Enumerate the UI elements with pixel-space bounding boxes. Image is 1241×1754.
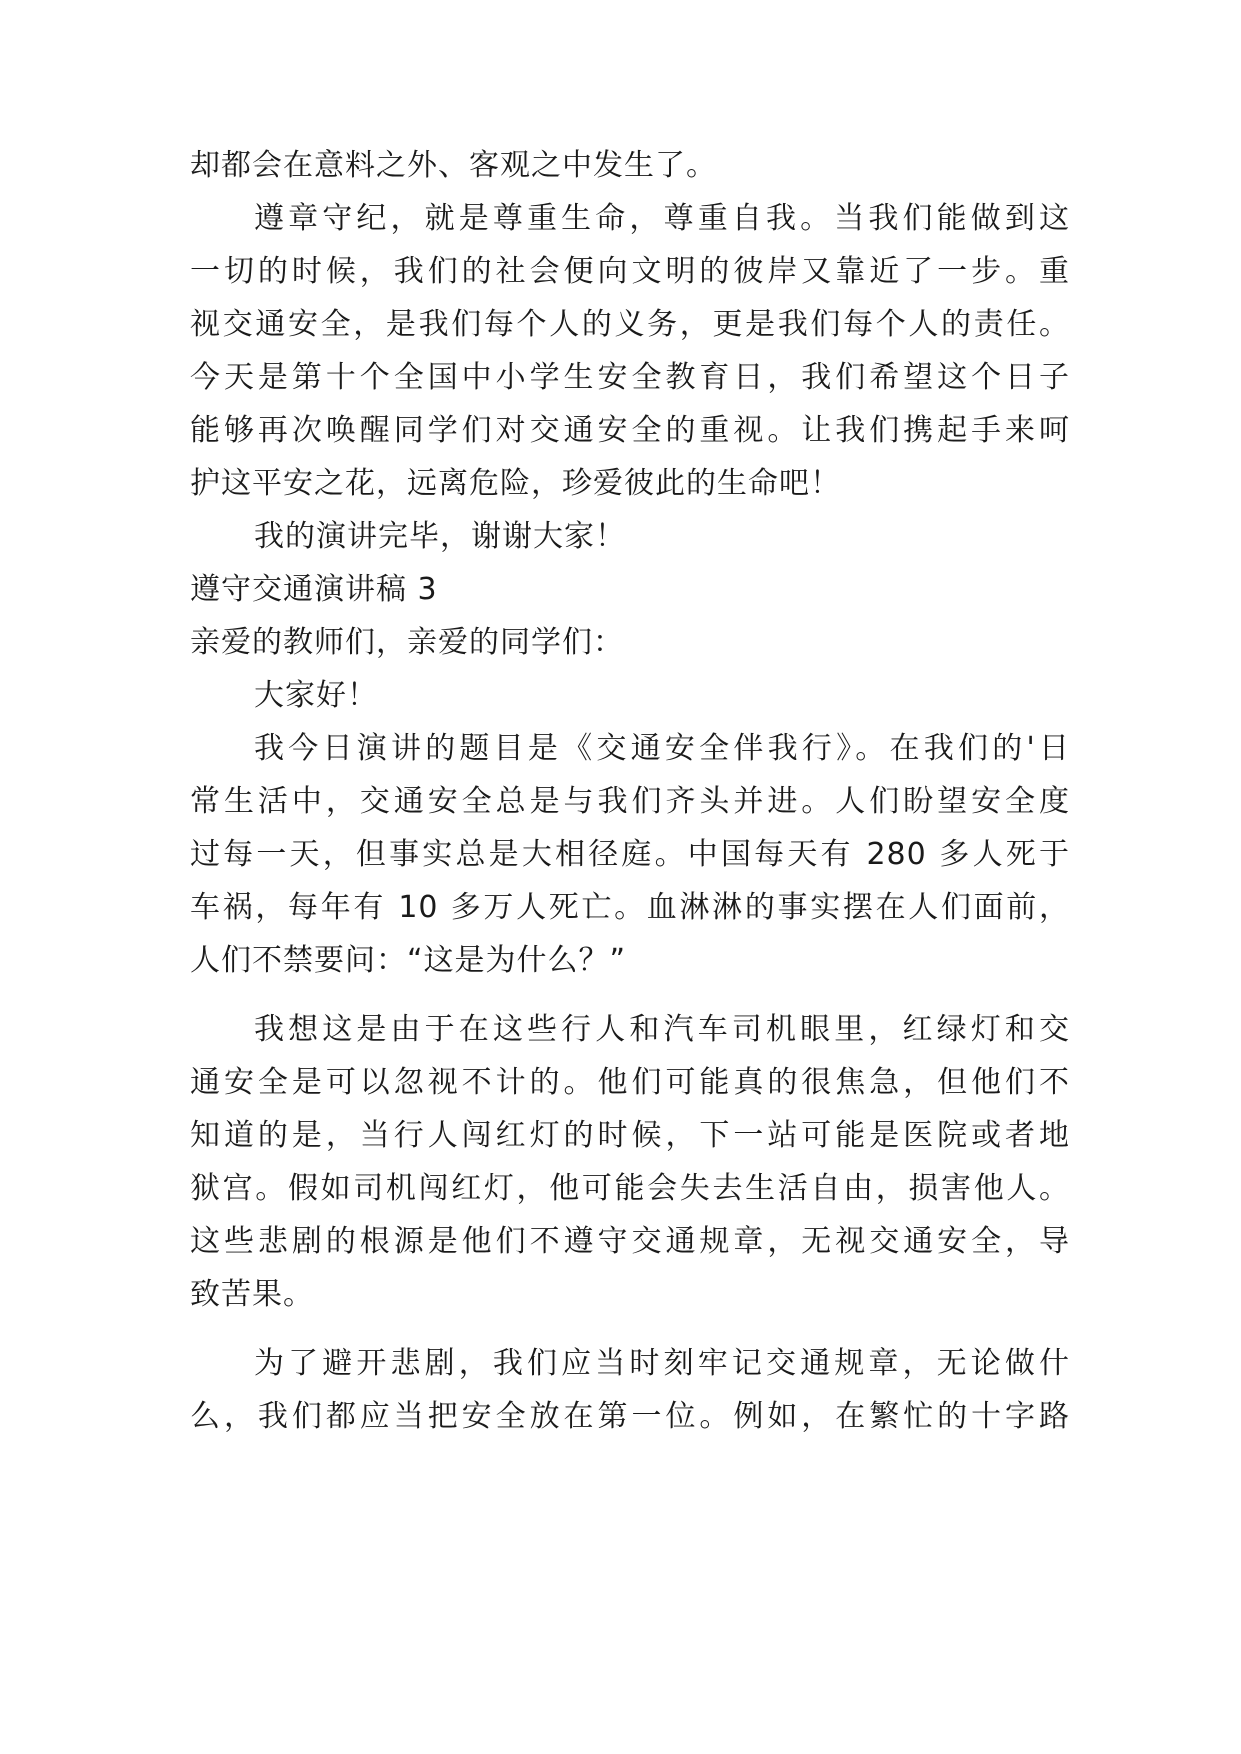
text-line: 我想这是由于在这些行人和汽车司机眼里，红绿灯和交 — [254, 1012, 1070, 1047]
text-line: 能够再次唤醒同学们对交通安全的重视。让我们携起手来呵 — [190, 413, 1070, 448]
text-line: 我今日演讲的题目是《交通安全伴我行》。在我们的'日 — [254, 731, 1070, 766]
salutation: 亲爱的教师们，亲爱的同学们： — [190, 625, 624, 660]
text-line: 过每一天，但事实总是大相径庭。中国每天有 280 多人死于 — [190, 837, 1070, 872]
text-line: 致苦果。 — [190, 1277, 314, 1312]
greeting: 大家好！ — [254, 678, 378, 713]
text-line: 今天是第十个全国中小学生安全教育日，我们希望这个日子 — [190, 360, 1070, 395]
text-line: 通安全是可以忽视不计的。他们可能真的很焦急，但他们不 — [190, 1065, 1070, 1100]
text-line: 我的演讲完毕，谢谢大家！ — [254, 519, 626, 554]
text-line: 人们不禁要问：“这是为什么？” — [190, 943, 627, 978]
text-line: 为了避开悲剧，我们应当时刻牢记交通规章，无论做什 — [254, 1346, 1070, 1381]
text-line: 护这平安之花，远离危险，珍爱彼此的生命吧！ — [190, 466, 841, 501]
text-line: 一切的时候，我们的社会便向文明的彼岸又靠近了一步。重 — [190, 254, 1070, 289]
section-title: 遵守交通演讲稿 3 — [190, 572, 438, 607]
text-line: 却都会在意料之外、客观之中发生了。 — [190, 148, 717, 183]
text-line: 车祸，每年有 10 多万人死亡。血淋淋的事实摆在人们面前， — [190, 890, 1070, 925]
text-line: 常生活中，交通安全总是与我们齐头并进。人们盼望安全度 — [190, 784, 1070, 819]
text-line: 这些悲剧的根源是他们不遵守交通规章，无视交通安全，导 — [190, 1224, 1070, 1259]
text-line: 知道的是，当行人闯红灯的时候，下一站可能是医院或者地 — [190, 1118, 1070, 1153]
text-line: 狱宫。假如司机闯红灯，他可能会失去生活自由，损害他人。 — [190, 1171, 1070, 1206]
text-line: 遵章守纪，就是尊重生命，尊重自我。当我们能做到这 — [254, 201, 1070, 236]
text-line: 视交通安全，是我们每个人的义务，更是我们每个人的责任。 — [190, 307, 1070, 342]
text-line: 么，我们都应当把安全放在第一位。例如，在繁忙的十字路 — [190, 1399, 1070, 1434]
